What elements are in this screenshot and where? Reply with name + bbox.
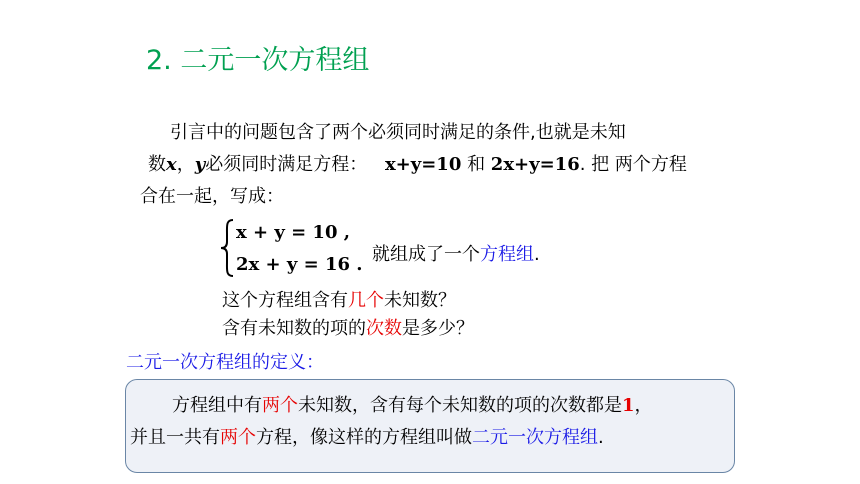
definition-text: 方程组中有 bbox=[172, 395, 262, 416]
emphasis: 1 bbox=[622, 395, 635, 416]
intro-text: . 把 两个方程 bbox=[579, 154, 687, 175]
equation-1: x+y=10 bbox=[384, 154, 462, 175]
question-text: 是多少？ bbox=[402, 318, 474, 339]
system-caption bbox=[372, 242, 540, 268]
caption-text: 就组成了一个 bbox=[372, 244, 480, 265]
definition-line-2 bbox=[130, 425, 604, 451]
page-title: 2. 二元一次方程组 bbox=[146, 45, 370, 76]
intro-text: 必须同时满足方程： bbox=[205, 154, 368, 175]
question-text: 这个方程组含有 bbox=[222, 290, 348, 311]
intro-text: 数 bbox=[148, 154, 166, 175]
var-x: x bbox=[166, 154, 177, 175]
emphasis: 两个 bbox=[220, 427, 256, 448]
emphasis: 次数 bbox=[366, 318, 402, 339]
definition-heading: 二元一次方程组的定义： bbox=[126, 352, 324, 373]
intro-text: ， bbox=[176, 154, 195, 175]
definition-text: 方程，像这样的方程组叫做 bbox=[256, 427, 472, 448]
emphasis: 两个 bbox=[262, 395, 298, 416]
intro-text: 和 bbox=[461, 154, 491, 175]
term-equation-system: 方程组 bbox=[480, 244, 534, 265]
definition-text: 未知数，含有每个未知数的项的次数都是 bbox=[298, 395, 622, 416]
question-1 bbox=[222, 288, 456, 314]
definition-text: 并且一共有 bbox=[130, 427, 220, 448]
equation-2: 2x+y=16 bbox=[490, 154, 580, 175]
intro-line-1: 引言中的问题包含了两个必须同时满足的条件,也就是未知 bbox=[170, 122, 626, 143]
system-row-2: 2x + y = 16 . bbox=[236, 254, 363, 275]
question-2 bbox=[222, 316, 474, 342]
intro-line-3: 合在一起，写成： bbox=[140, 186, 284, 207]
definition-text: . bbox=[598, 427, 604, 448]
var-y: y bbox=[194, 154, 206, 175]
intro-line-2 bbox=[148, 152, 687, 178]
left-brace-icon bbox=[219, 218, 235, 278]
question-text: 含有未知数的项的 bbox=[222, 318, 366, 339]
caption-text: . bbox=[534, 244, 540, 265]
term-linear-system: 二元一次方程组 bbox=[472, 427, 598, 448]
question-text: 未知数？ bbox=[384, 290, 456, 311]
system-row-1: x + y = 10 , bbox=[236, 222, 351, 243]
definition-text: ， bbox=[634, 395, 653, 416]
definition-line-1 bbox=[172, 393, 653, 419]
emphasis: 几个 bbox=[348, 290, 384, 311]
